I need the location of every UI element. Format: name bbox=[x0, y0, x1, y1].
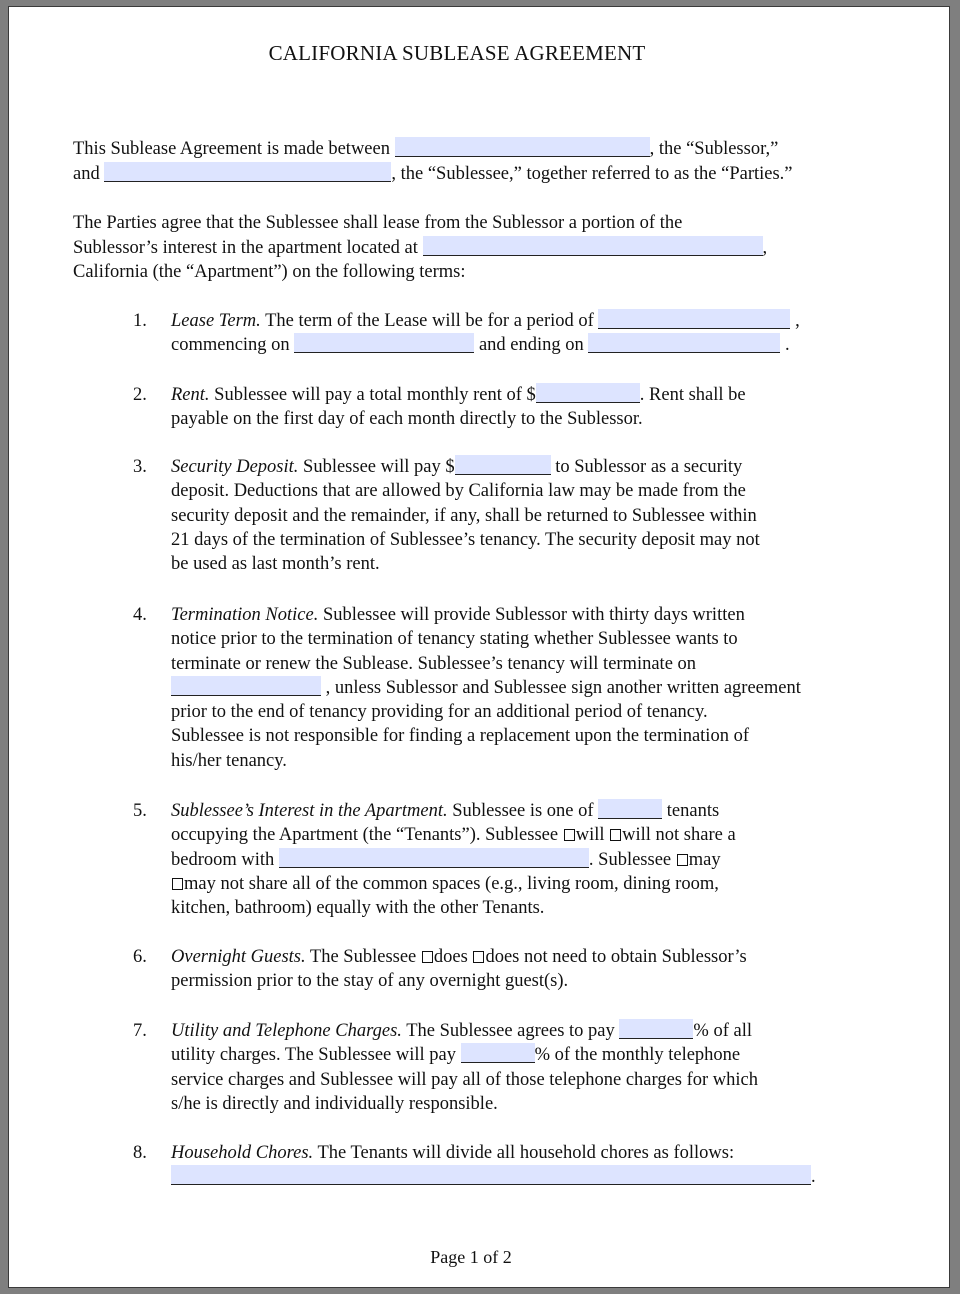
clause-utility-charges: 7. Utility and Telephone Charges. The Sublessee agrees to pay % of all utility charges. The Sublessee will pay % of the monthly telephone service charges and Sublessee will pay all of those telephone charges for which s/he is directly and individually responsible. bbox=[133, 1021, 759, 1114]
share-bedroom-will-checkbox[interactable] bbox=[564, 829, 575, 841]
apartment-address-field[interactable] bbox=[423, 236, 763, 256]
number-of-tenants-field[interactable] bbox=[598, 799, 662, 819]
share-bedroom-will-not-checkbox[interactable] bbox=[610, 829, 621, 841]
document-page bbox=[8, 6, 950, 1288]
parties-paragraph: The Parties agree that the Sublessee shall lease from the Sublessor a portion of the Sublessor’s interest in the apartment located at , California (the “Apartment”) on the following terms: bbox=[73, 213, 768, 282]
monthly-rent-field[interactable] bbox=[536, 383, 640, 403]
utility-percent-field[interactable] bbox=[619, 1019, 693, 1039]
clause-overnight-guests: 6. Overnight Guests. The Sublessee does does not need to obtain Sublessor’s permission prior to the stay of any overnight guest(s). bbox=[133, 947, 747, 992]
lease-period-field[interactable] bbox=[598, 309, 790, 329]
sublessor-name-field[interactable] bbox=[395, 137, 650, 157]
tenancy-end-date-field[interactable] bbox=[171, 676, 321, 696]
clause-rent: 2. Rent. Sublessee will pay a total monthly rent of $ . Rent shall be payable on the first day of each month directly to the Sublessor. bbox=[133, 385, 746, 430]
common-spaces-may-not-checkbox[interactable] bbox=[172, 878, 183, 890]
clause-household-chores: 8. Household Chores. The Tenants will divide all household chores as follows: . bbox=[133, 1143, 816, 1188]
telephone-percent-field[interactable] bbox=[461, 1043, 535, 1063]
security-deposit-field[interactable] bbox=[455, 455, 551, 475]
clause-termination-notice: 4. Termination Notice. Sublessee will provide Sublessor with thirty days written notice prior to the termination of tenancy stating whether Sublessee wants to terminate or renew the Sublease. Sublessee’s tenancy will terminate on , unless Sublessor and Sublessee sign another written agreement prior to the end of tenancy providing for an additional period of tenancy. Sublessee is not responsible for finding a replacement upon the termination of his/her tenancy. bbox=[133, 605, 801, 771]
bedroom-share-with-field[interactable] bbox=[279, 848, 589, 868]
guests-does-checkbox[interactable] bbox=[422, 951, 433, 963]
clause-lease-term: 1. Lease Term. The term of the Lease will be for a period of , commencing on and ending on . bbox=[133, 311, 800, 356]
clause-security-deposit: 3. Security Deposit. Sublessee will pay $ to Sublessor as a security deposit. Deductions that are allowed by California law may be made from the security deposit and the remainder, if any, shall be returned to Sublessee within 21 days of the termination of Sublessee’s tenancy. The security deposit may not be used as last month’s rent. bbox=[133, 457, 760, 575]
lease-end-date-field[interactable] bbox=[588, 333, 780, 353]
guests-does-not-checkbox[interactable] bbox=[473, 951, 484, 963]
document-title: CALIFORNIA SUBLEASE AGREEMENT bbox=[268, 41, 646, 65]
household-chores-field[interactable] bbox=[171, 1165, 811, 1185]
sublessee-name-field[interactable] bbox=[104, 162, 391, 182]
common-spaces-may-checkbox[interactable] bbox=[677, 854, 688, 866]
intro-paragraph: This Sublease Agreement is made between , the “Sublessor,” and , the “Sublessee,” together referred to as the “Parties.” bbox=[73, 139, 793, 184]
page-number: Page 1 of 2 bbox=[430, 1247, 512, 1267]
lease-start-date-field[interactable] bbox=[294, 333, 474, 353]
clause-sublessee-interest: 5. Sublessee’s Interest in the Apartment. Sublessee is one of tenants occupying the Apartment (the “Tenants”). Sublessee will will not share a bedroom with . Sublessee may may not share all of the common spaces (e.g., living room, dining room, kitchen, bathroom) equally with the other Tenants. bbox=[133, 801, 736, 919]
